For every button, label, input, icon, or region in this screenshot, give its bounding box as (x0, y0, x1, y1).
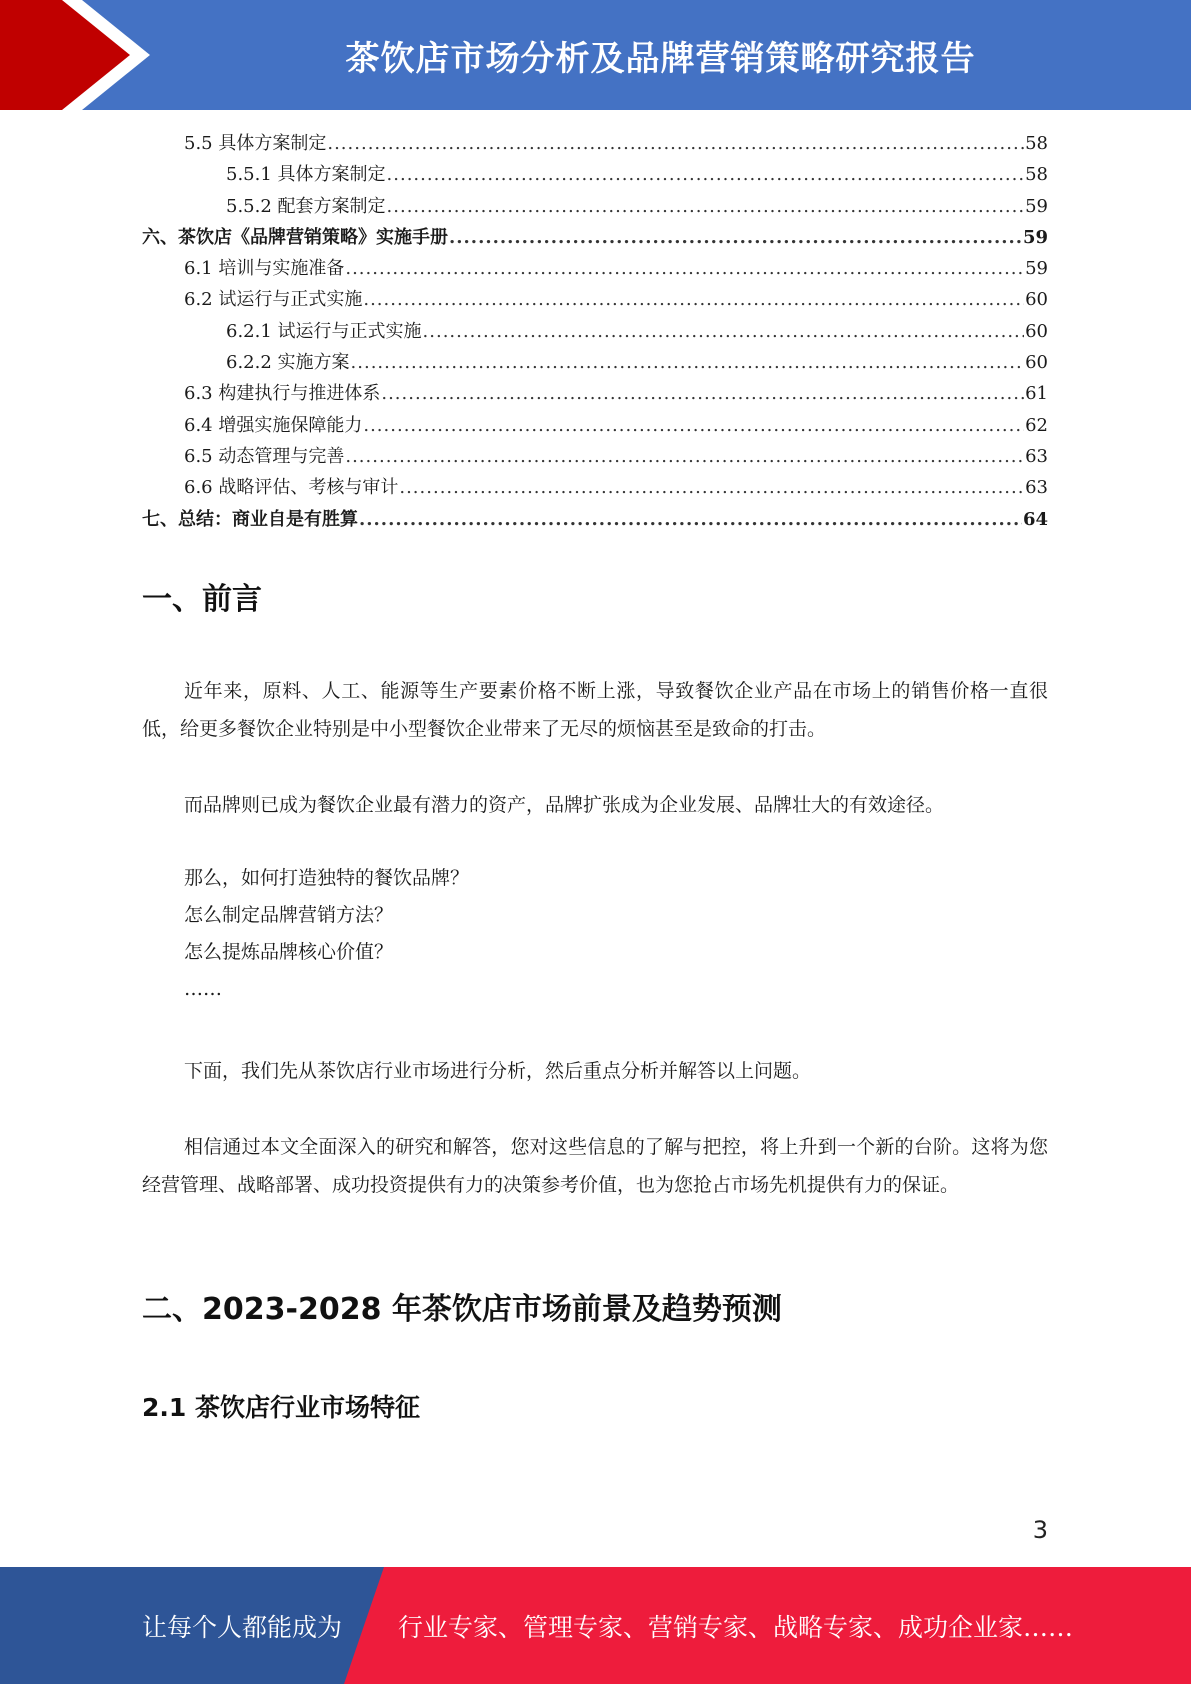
toc-entry-label: 5.5.2 配套方案制定 (226, 195, 386, 217)
toc-entry-label: 6.4 增强实施保障能力 (184, 414, 363, 436)
toc-entry-label: 6.1 培训与实施准备 (184, 258, 345, 280)
toc-dot-leader (359, 504, 1022, 535)
preface-paragraph-4: 相信通过本文全面深入的研究和解答，您对这些信息的了解与把控，将上升到一个新的台阶。这将为您经营管理、战略部署、成功投资提供有力的决策参考价值，也为您抢占市场先机提供有力的保证。 (142, 1136, 1048, 1196)
toc-entry[interactable] (142, 410, 1048, 441)
toc-entry[interactable] (142, 284, 1048, 315)
preface-paragraph-3: 下面，我们先从茶饮店行业市场进行分析，然后重点分析并解答以上问题。 (184, 1060, 812, 1082)
toc-entry[interactable] (142, 191, 1048, 222)
toc-entry-page: 63 (1025, 445, 1048, 467)
toc-entry-label: 6.6 战略评估、考核与审计 (184, 477, 399, 499)
preface-question-line: …… (184, 978, 222, 1000)
toc-dot-leader (345, 441, 1024, 472)
toc-entry-label: 6.2 试运行与正式实施 (184, 289, 363, 311)
toc-entry[interactable] (142, 222, 1048, 253)
toc-entry[interactable] (142, 378, 1048, 409)
toc-entry-page: 59 (1025, 195, 1048, 217)
toc-entry[interactable] (142, 159, 1048, 190)
header-arrow-decoration (0, 0, 160, 110)
toc-entry[interactable] (142, 253, 1048, 284)
toc-entry-page: 63 (1025, 477, 1048, 499)
toc-entry-page: 59 (1022, 226, 1048, 248)
toc-entry-page: 61 (1025, 383, 1048, 405)
toc-dot-leader (423, 316, 1025, 347)
toc-entry[interactable] (142, 472, 1048, 503)
toc-dot-leader (363, 410, 1024, 441)
toc-dot-leader (387, 159, 1025, 190)
toc-dot-leader (449, 222, 1022, 253)
subsection-heading-market-features: 2.1 茶饮店行业市场特征 (142, 1393, 420, 1422)
preface-question-line: 怎么提炼品牌核心价值？ (184, 941, 394, 963)
page-footer (0, 1567, 1191, 1684)
preface-question-line: 怎么制定品牌营销方法？ (184, 904, 394, 926)
section-heading-preface: 一、前言 (142, 582, 262, 617)
toc-entry-page: 60 (1025, 352, 1048, 374)
toc-dot-leader (327, 128, 1024, 159)
toc-entry[interactable] (142, 347, 1048, 378)
toc-entry-label: 5.5.1 具体方案制定 (226, 164, 386, 186)
toc-entry-label: 6.3 构建执行与推进体系 (184, 383, 381, 405)
toc-entry[interactable] (142, 441, 1048, 472)
toc-entry-label: 6.2.2 实施方案 (226, 352, 350, 374)
toc-entry-page: 59 (1025, 258, 1048, 280)
preface-paragraph-1: 近年来，原料、人工、能源等生产要素价格不断上涨，导致餐饮企业产品在市场上的销售价格一直很低，给更多餐饮企业特别是中小型餐饮企业带来了无尽的烦恼甚至是致命的打击。 (142, 680, 1048, 740)
toc-entry-label: 5.5 具体方案制定 (184, 133, 327, 154)
toc-entry-page: 60 (1025, 289, 1048, 311)
footer-slogan-right: 行业专家、管理专家、营销专家、战略专家、成功企业家…… (398, 1612, 1074, 1642)
preface-paragraph-2: 而品牌则已成为餐饮企业最有潜力的资产，品牌扩张成为企业发展、品牌壮大的有效途径。 (184, 794, 945, 816)
page-number: 3 (1032, 1516, 1048, 1544)
toc-dot-leader (399, 472, 1024, 503)
toc-entry-page: 64 (1022, 508, 1048, 530)
table-of-contents (142, 128, 1048, 535)
toc-entry-label: 6.5 动态管理与完善 (184, 445, 345, 467)
report-title: 茶饮店市场分析及品牌营销策略研究报告 (345, 38, 976, 79)
toc-entry-label: 七、总结：商业自是有胜算 (142, 508, 358, 530)
section-heading-market-outlook: 二、2023-2028 年茶饮店市场前景及趋势预测 (142, 1292, 782, 1327)
toc-entry-page: 58 (1025, 133, 1048, 154)
toc-dot-leader (345, 253, 1024, 284)
toc-entry[interactable] (142, 504, 1048, 535)
toc-entry-page: 58 (1025, 164, 1048, 186)
toc-dot-leader (351, 347, 1025, 378)
page-header (0, 0, 1191, 110)
toc-dot-leader (363, 284, 1024, 315)
toc-entry-label: 六、茶饮店《品牌营销策略》实施手册 (142, 226, 448, 248)
toc-entry-label: 6.2.1 试运行与正式实施 (226, 320, 422, 342)
toc-dot-leader (381, 378, 1024, 409)
preface-question-line: 那么，如何打造独特的餐饮品牌？ (184, 867, 470, 889)
toc-dot-leader (387, 191, 1025, 222)
toc-entry[interactable] (142, 316, 1048, 347)
preface-questions (142, 860, 1048, 1008)
toc-entry-page: 60 (1025, 320, 1048, 342)
footer-slogan-left: 让每个人都能成为 (142, 1612, 343, 1642)
toc-entry-page: 62 (1025, 414, 1048, 436)
toc-entry[interactable] (142, 128, 1048, 159)
